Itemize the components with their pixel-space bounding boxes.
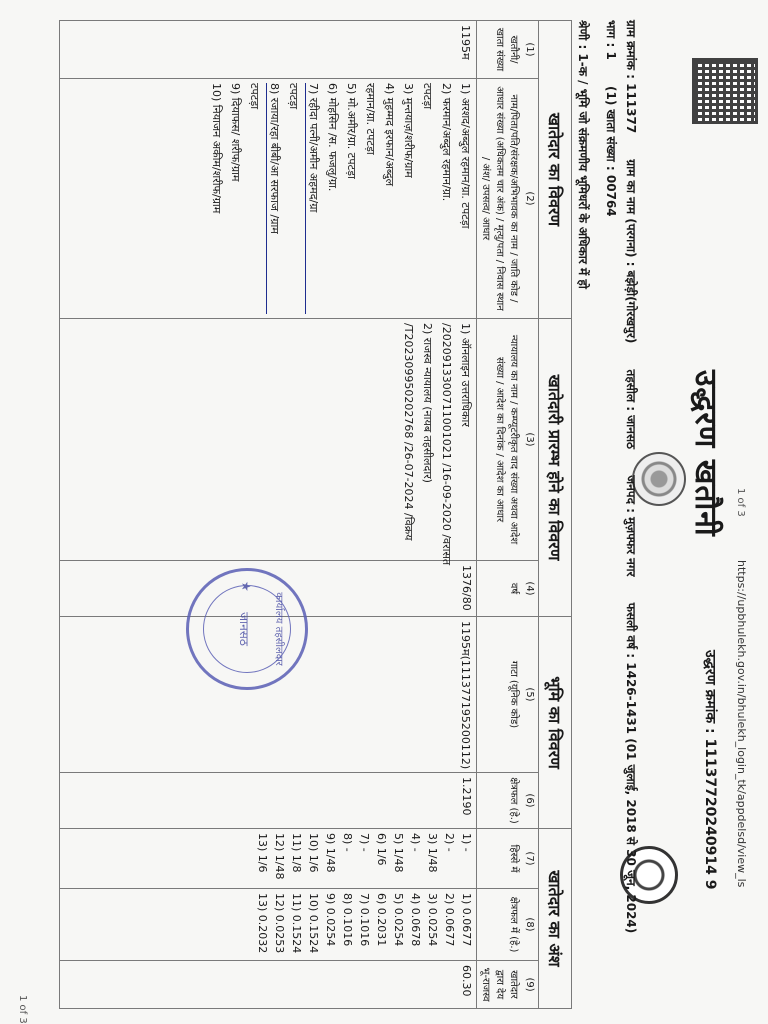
owner-line: 2) फरमान/अब्दुल रहमान/ग्रा. bbox=[440, 83, 453, 202]
order-line: /T202309950202768 /26-07-2024 /विक्रय bbox=[402, 323, 415, 541]
star-icon: ★ bbox=[239, 581, 253, 592]
share-line: 7) - bbox=[358, 833, 371, 852]
owner-line: 10) नियाजन अकीम/शरीफ/ग्राम bbox=[210, 83, 223, 214]
stamp-center-text: जानसठ bbox=[237, 612, 251, 646]
share-line: 12) 1/48 bbox=[273, 833, 286, 880]
district: जनपद : मुज़फ्फर नगर bbox=[624, 475, 638, 577]
owner-line: रहमान/ग्रा. टपटड़ा bbox=[364, 83, 377, 155]
owner-line: टपटड़ा bbox=[287, 83, 300, 110]
share-line: 8) - bbox=[341, 833, 354, 852]
year-cell: 1376/80 bbox=[60, 561, 477, 617]
khatauni-table bbox=[59, 20, 572, 1009]
share-line: 10) 1/6 bbox=[307, 833, 320, 873]
share-area-line: 7) 0.1016 bbox=[358, 893, 371, 947]
share-line: 13) 1/6 bbox=[256, 833, 269, 873]
share-line: 11) 1/8 bbox=[290, 833, 303, 873]
share-area-line: 12) 0.0253 bbox=[273, 893, 286, 954]
group-bhoomi: भूमि का विवरण bbox=[539, 617, 572, 829]
table-group-header bbox=[539, 21, 572, 1009]
share-area-line: 9) 0.0254 bbox=[324, 893, 337, 947]
village-name: ग्राम का नाम (परगना) : बझेड़ी(गोरखपुर) bbox=[624, 159, 638, 344]
share-area-line: 3) 0.0254 bbox=[426, 893, 439, 947]
share-line: 9) 1/48 bbox=[324, 833, 337, 873]
col-revenue: (9) खातेदार द्वारा देय भू-राजस्व bbox=[477, 961, 539, 1009]
owner-line: 5) मो.अमीर/ग्रा. टपटड़ा bbox=[345, 83, 358, 179]
share-area-line: 8) 0.1016 bbox=[341, 893, 354, 947]
document-title: उद्धरण खतौनी bbox=[688, 370, 723, 537]
owner-line: 9) दियाफस/ शरीफ/ग्राम bbox=[229, 83, 242, 182]
table-column-header bbox=[477, 21, 539, 1009]
share-line: 3) 1/48 bbox=[426, 833, 439, 873]
order-line: 1) ऑनलाइन उत्तराधिकार bbox=[459, 323, 472, 427]
owner-line: 1) अरशद/अब्दुल रहमान/ग्रा. टपटड़ा bbox=[459, 83, 472, 229]
owner-line: 7) रहीदा पत्नी/अमीन अहमद/ग्रा bbox=[305, 83, 321, 314]
col-share-area: (8) क्षेत्रफल में (हे.) bbox=[477, 889, 539, 961]
share-area-line: 4) 0.0678 bbox=[409, 893, 422, 947]
khata-number-cell: 1195म bbox=[60, 21, 477, 79]
group-prasang: खातेदारी प्रारम्भ होने का विवरण bbox=[539, 319, 572, 617]
col-area: (6) क्षेत्रफल (हे.) bbox=[477, 773, 539, 829]
page-counter-top: 1 of 3 bbox=[735, 488, 746, 517]
document-number-value: 11137720240914 9 bbox=[702, 738, 718, 890]
share-area-line: 10) 0.1524 bbox=[307, 893, 320, 954]
share-line: 2) - bbox=[443, 833, 456, 852]
qr-code-icon bbox=[692, 58, 758, 124]
owner-line: 8) रजाया/रहा बीबी/आ सरफाज /ग्राम bbox=[266, 83, 282, 314]
bhag: भाग : 1 bbox=[604, 20, 618, 60]
owner-list bbox=[60, 79, 477, 319]
share-area-line: 13) 0.2032 bbox=[256, 893, 269, 954]
village-code: ग्राम क्रमांक : 111377 bbox=[624, 20, 638, 134]
order-line: /2020913300711001021 /16-09-2020 /वरासत bbox=[440, 323, 453, 566]
col-owner: (2) नाम/पिता/पति/संरक्षक/अभिभावक का नाम / जाति कोड / आधार संख्या (अधिकतम चार अंक) / मृत्यु/पता / निवास स्थान / अंश/ उपसत्व/ आधार bbox=[477, 79, 539, 319]
shreni: श्रेणी : 1-क / भूमि जो संक्रमणीय भूमिधरों के अधिकार में हो bbox=[576, 20, 590, 289]
share-area-line: 11) 0.1524 bbox=[290, 893, 303, 954]
share-line: 1) - bbox=[460, 833, 473, 852]
government-seal-icon bbox=[632, 452, 686, 506]
meta-row-khata bbox=[603, 20, 620, 239]
owner-line: टपटड़ा bbox=[248, 83, 261, 110]
revenue-cell: 60.30 bbox=[60, 961, 477, 1009]
col-khata: (1) खतौनी/ खाता संख्या bbox=[477, 21, 539, 79]
order-list bbox=[60, 319, 477, 566]
group-khatedar: खातेदार का विवरण bbox=[539, 21, 572, 319]
stamp-ring-text: कार्यालय तहसीलदार bbox=[273, 592, 284, 666]
order-line: 2) राजस्व न्यायालय (नायब तहसीलदार) bbox=[421, 323, 434, 483]
area-cell: 1.2190 bbox=[60, 773, 477, 829]
share-line: 6) 1/6 bbox=[375, 833, 388, 866]
share-area-line: 1) 0.0677 bbox=[460, 893, 473, 947]
page-url: https://upbhulekh.gov.in/bhulekh_login_tk/appdelsd/view_ls bbox=[735, 560, 748, 888]
owner-line: 6) मोहसिन /स. फजलु/ग्रा. bbox=[326, 83, 339, 192]
document-number bbox=[701, 650, 720, 889]
owner-line: 4) मुहम्मद इरफान/अब्दुल bbox=[383, 83, 396, 187]
tehsil: तहसील : जानसठ bbox=[624, 369, 638, 450]
col-year: (4) वर्ष bbox=[477, 561, 539, 617]
share-area-list bbox=[60, 889, 477, 961]
office-stamp bbox=[186, 568, 308, 690]
share-list bbox=[60, 829, 477, 889]
fasli-year: फसली वर्ष : 1426-1431 (01 जुलाई, 2018 से 30 जून, 2024) bbox=[624, 602, 638, 934]
col-gata: (5) गाटा (यूनिक कोड) bbox=[477, 617, 539, 773]
col-share: (7) हिस्से में bbox=[477, 829, 539, 889]
gata-cell: 1195म(111377195200112) bbox=[60, 617, 477, 773]
group-ansh: खातेदार का अंश bbox=[539, 829, 572, 1009]
share-area-line: 2) 0.0677 bbox=[443, 893, 456, 947]
meta-row-location bbox=[623, 20, 640, 955]
owner-line: 3) मुन्तयाज़/शरीफ/ग्राम bbox=[402, 83, 415, 178]
khata-number: (1) खाता संख्या : 00764 bbox=[604, 86, 618, 217]
share-line: 4) - bbox=[409, 833, 422, 852]
share-area-line: 5) 0.0254 bbox=[392, 893, 405, 947]
page-counter-bottom: 1 of 3 bbox=[17, 995, 28, 1024]
share-line: 5) 1/48 bbox=[392, 833, 405, 873]
owner-line: टपटड़ा bbox=[421, 83, 434, 110]
document-number-label: उद्धरण क्रमांक : bbox=[702, 650, 718, 734]
share-area-line: 6) 0.2031 bbox=[375, 893, 388, 947]
col-order: (3) न्यायालय का नाम / कम्प्यूटरीकृत वाद संख्या अथवा आदेश संख्या / आदेश का दिनांक / आदेश का आधार bbox=[477, 319, 539, 561]
table-row bbox=[60, 21, 477, 1009]
